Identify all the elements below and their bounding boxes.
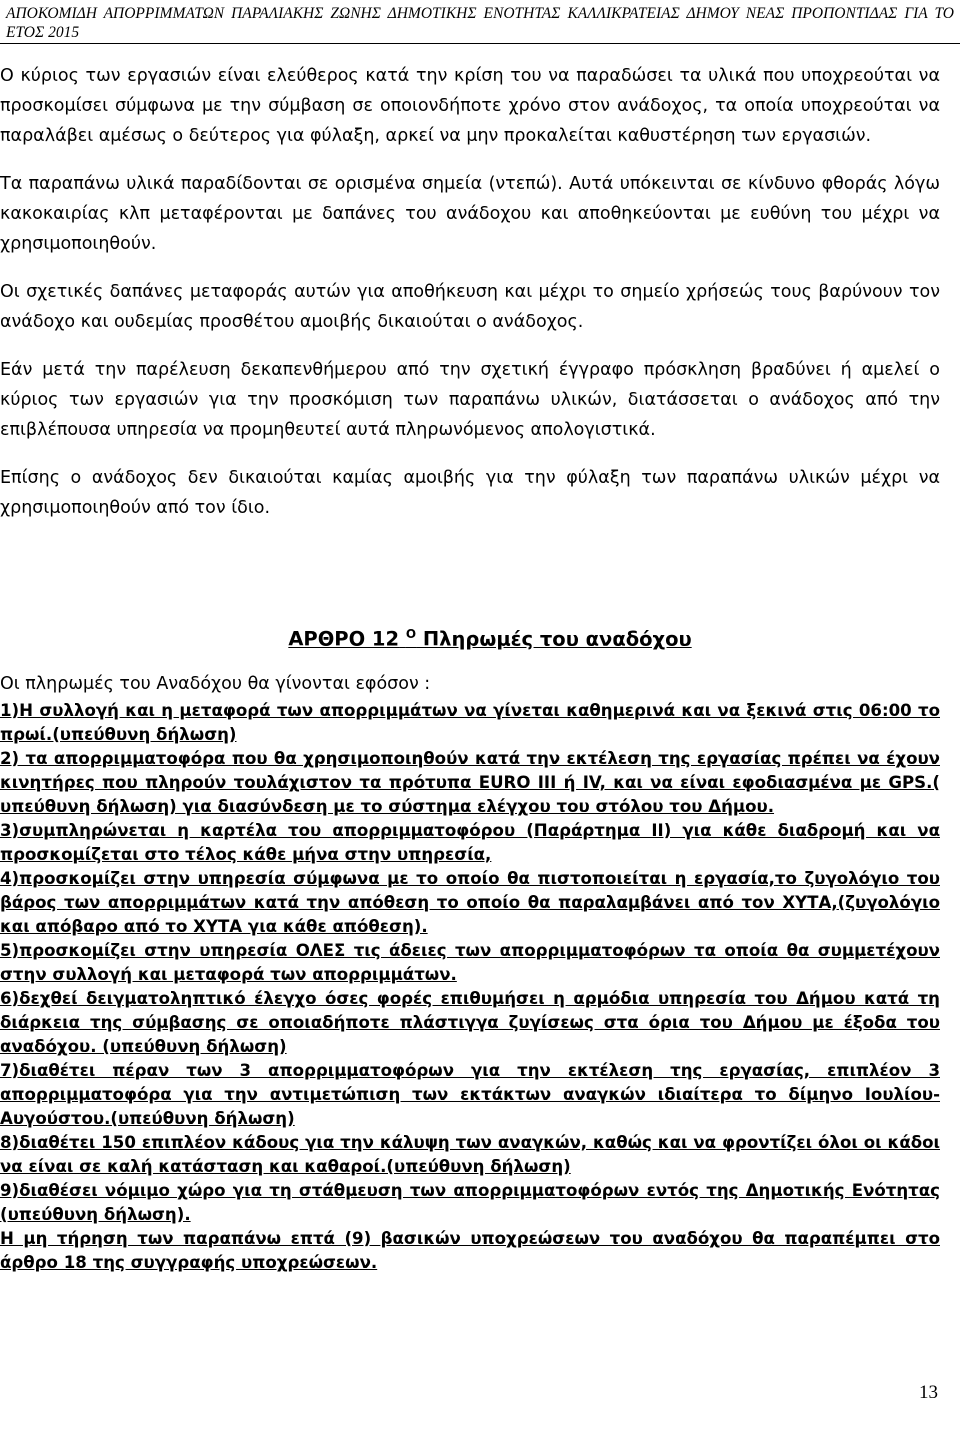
article-title-suffix: Πληρωμές του αναδόχου: [416, 627, 692, 651]
paragraph-4: Εάν μετά την παρέλευση δεκαπενθήμερου από την σχετική έγγραφο πρόσκληση βραδύνει ή αμελεί ο κύριος των εργασιών για την προσκόμιση των παραπάνω υλικών, διατάσσεται ο ανάδοχος από την επιβλέπουσα υπηρεσία να προμηθευτεί αυτά πληρωνόμενος απολογιστικά.: [0, 360, 940, 440]
article-title-prefix: ΑΡΘΡΟ 12: [288, 627, 400, 651]
paragraph-3: Οι σχετικές δαπάνες μεταφοράς αυτών για αποθήκευση και μέχρι το σημείο χρήσεώς τους βαρύνουν τον ανάδοχο και ουδεμίας προσθέτου αμοιβής δικαιούται ο ανάδοχος.: [0, 282, 940, 332]
obligations-list: [0, 699, 940, 1275]
article-title: [0, 619, 940, 655]
paragraph-5: Επίσης ο ανάδοχος δεν δικαιούται καμίας αμοιβής για την φύλαξη των παραπάνω υλικών μέχρι να χρησιμοποιηθούν από τον ίδιο.: [0, 468, 940, 518]
page-number: 13: [919, 1382, 938, 1403]
document-body: [0, 61, 940, 1275]
paragraph-2: Τα παραπάνω υλικά παραδίδονται σε ορισμένα σημεία (ντεπώ). Αυτά υπόκεινται σε κίνδυνο φθοράς λόγω κακοκαιρίας κλπ μεταφέρονται με δαπάνες του ανάδοχου και αποθηκεύονται με ευθύνη του μέχρι να χρησιμοποιηθούν.: [0, 174, 940, 254]
list-item: 4)προσκομίζει στην υπηρεσία σύμφωνα με το οποίο θα πιστοποιείται η εργασία,το ζυγολόγιο του βάρος των απορριμμάτων κατά την απόθεση το οποίο θα παραλαμβάνει από τον ΧΥΤΑ,(ζυγολόγιο και απόβαρο από το ΧΥΤΑ για κάθε απόθεση).: [0, 868, 940, 936]
paragraph-1: Ο κύριος των εργασιών είναι ελεύθερος κατά την κρίση του να παραδώσει τα υλικά που υποχρεούται να προσκομίσει σύμφωνα με την σύμβαση σε οποιονδήποτε χρόνο στον ανάδοχος, τα οποία υποχρεούται να παραλάβει αμέσως ο δεύτερος για φύλαξη, αρκεί να μην προκαλείται καθυστέρηση των εργασιών.: [0, 66, 940, 146]
header-divider: [0, 43, 960, 44]
running-header: ΑΠΟΚΟΜΙΔΗ ΑΠΟΡΡΙΜΜΑΤΩΝ ΠΑΡΑΛΙΑΚΗΣ ΖΩΝΗΣ ΔΗΜΟΤΙΚΗΣ ΕΝΟΤΗΤΑΣ ΚΑΛΛΙΚΡΑΤΕΙΑΣ ΔΗΜΟΥ ΝΕΑΣ ΠΡΟΠΟΝΤΙΔΑΣ ΓΙΑ ΤΟ ΕΤΟΣ 2015: [6, 5, 954, 41]
list-item: 7)διαθέτει πέραν των 3 απορριμματοφόρων για την εκτέλεση της εργασίας, επιπλέον 3 απορριμματοφόρα για την αντιμετώπιση των εκτάκτων αναγκών ιδιαίτερα το δίμηνο Ιουλίου-Αυγούστου.(υπεύθυνη δήλωση): [0, 1060, 940, 1128]
list-item: 9)διαθέσει νόμιμο χώρο για τη στάθμευση των απορριμματοφόρων εντός της Δημοτικής Ενότητας (υπεύθυνη δήλωση).: [0, 1180, 940, 1224]
list-item: 8)διαθέτει 150 επιπλέον κάδους για την κάλυψη των αναγκών, καθώς και να φροντίζει όλοι οι κάδοι να είναι σε καλή κατάσταση και καθαροί.(υπεύθυνη δήλωση): [0, 1132, 940, 1176]
article-intro: Οι πληρωμές του Αναδόχου θα γίνονται εφόσον :: [0, 673, 431, 694]
list-item: 5)προσκομίζει στην υπηρεσία ΟΛΕΣ τις άδειες των απορριμματοφόρων τα οποία θα συμμετέχουν στην συλλογή και μεταφορά των απορριμμάτων.: [0, 940, 940, 984]
list-item: 6)δεχθεί δειγματοληπτικό έλεγχο όσες φορές επιθυμήσει η αρμόδια υπηρεσία του Δήμου κατά τη διάρκεια της σύμβασης σε οποιαδήποτε πλάστιγγα ζυγίσεως στα όρια του Δήμου με έξοδα του αναδόχου. (υπεύθυνη δήλωση): [0, 988, 940, 1056]
article-title-sup: Ο: [405, 627, 417, 641]
list-item: 3)συμπληρώνεται η καρτέλα του απορριμματοφόρου (Παράρτημα ΙΙ) για κάθε διαδρομή και να προσκομίζεται στο τέλος κάθε μήνα στην υπηρεσία,: [0, 820, 940, 864]
list-item: 1)Η συλλογή και η μεταφορά των απορριμμάτων να γίνεται καθημερινά και να ξεκινά στις 06:00 το πρωί.(υπεύθυνη δήλωση): [0, 700, 940, 744]
closing-note: Η μη τήρηση των παραπάνω επτά (9) βασικών υποχρεώσεων του αναδόχου θα παραπέμπει στο άρθρο 18 της συγγραφής υποχρεώσεων.: [0, 1228, 940, 1272]
list-item: 2) τα απορριμματοφόρα που θα χρησιμοποιηθούν κατά την εκτέλεση της εργασίας πρέπει να έχουν κινητήρες που πληρούν τουλάχιστον τα πρότυπα EURO III ή IV, και να είναι εφοδιασμένα με GPS.( υπεύθυνη δήλωση) για διασύνδεση με το σύστημα ελέγχου του στόλου του Δήμου.: [0, 748, 940, 816]
